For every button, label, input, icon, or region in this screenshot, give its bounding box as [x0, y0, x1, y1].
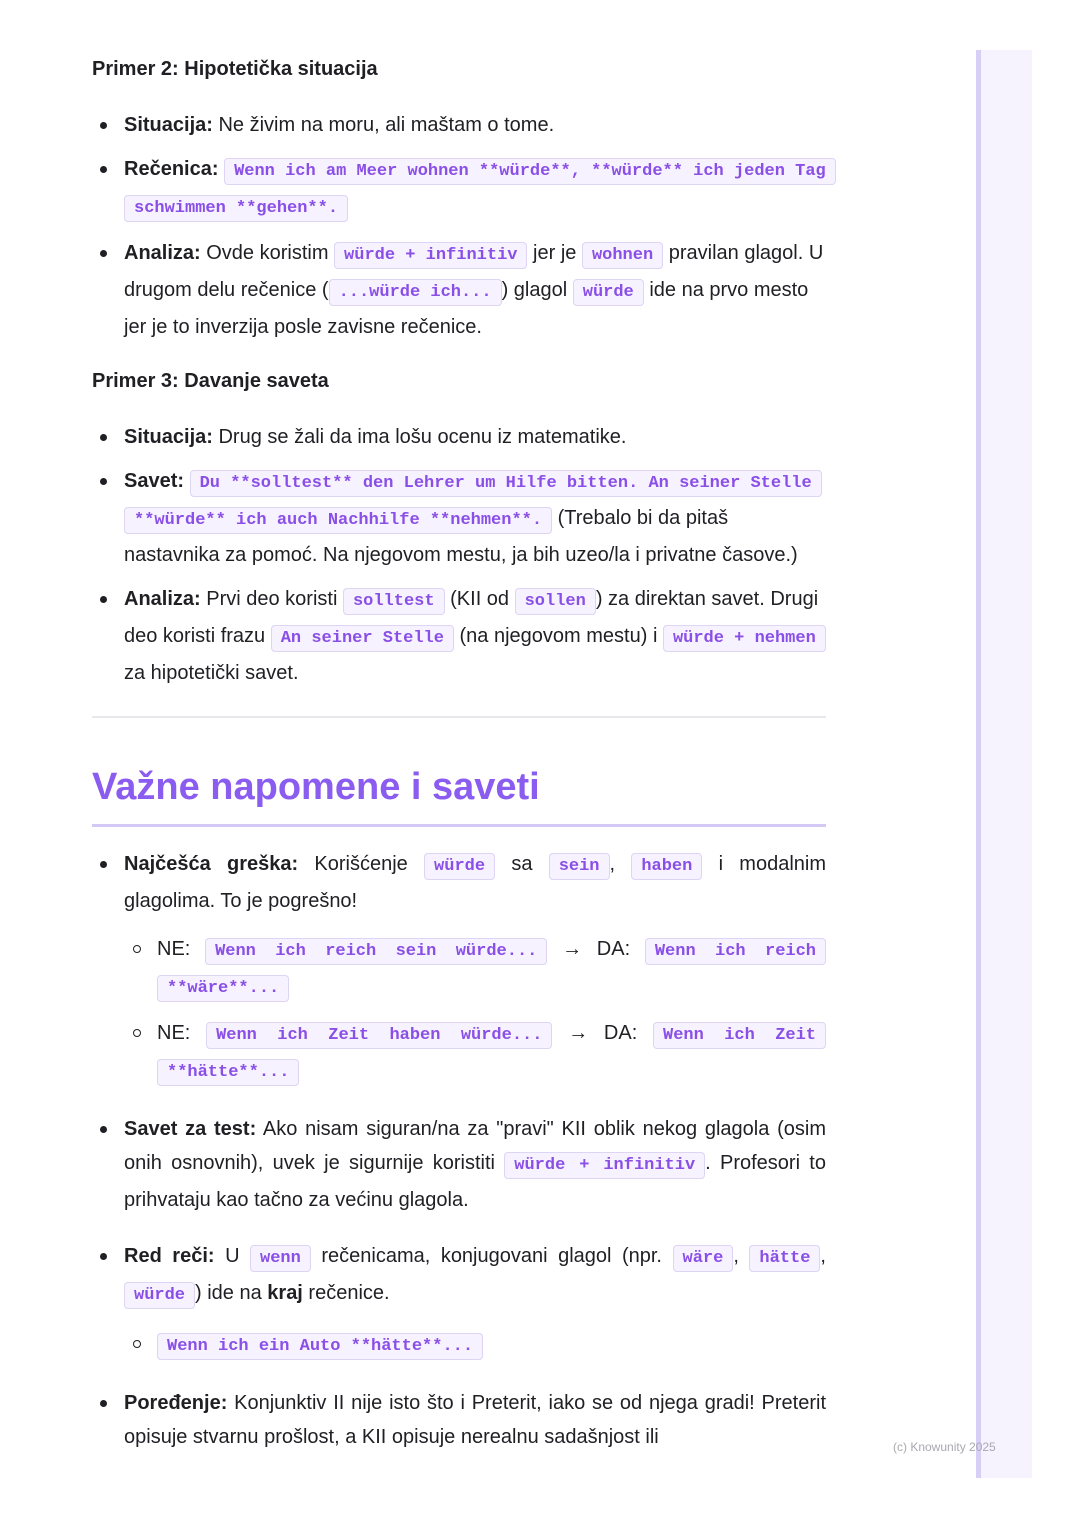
- sub-list: [124, 1327, 826, 1364]
- section-title: Važne napomene i saveti: [92, 762, 826, 827]
- inline-code: Wenn ich reich sein würde...: [205, 938, 547, 965]
- text: ) glagol: [501, 279, 573, 301]
- list-item: [124, 420, 826, 454]
- bullet-list: [92, 108, 826, 344]
- sub-item: [157, 1327, 826, 1364]
- text: ide na prvo mesto jer je to inverzija posle zavisne rečenice.: [124, 279, 809, 338]
- tip-item: [124, 1386, 826, 1454]
- inline-code: würde: [424, 853, 495, 880]
- tip-item: [124, 1239, 826, 1364]
- inline-code: Wenn ich reich **wäre**...: [157, 938, 826, 1002]
- bold-label: Najčešća greška:: [124, 853, 299, 875]
- bold-label: Poređenje:: [124, 1392, 228, 1414]
- inline-code: wäre: [673, 1245, 734, 1272]
- inline-code: würde + nehmen: [663, 625, 826, 652]
- text: za hipotetički savet.: [124, 662, 299, 684]
- bold-label: Situacija:: [124, 426, 213, 448]
- text: Drug se žali da ima lošu ocenu iz matematike.: [212, 426, 627, 448]
- bullet-list: [92, 420, 826, 690]
- text: → DA:: [552, 1022, 654, 1044]
- bold-label: Situacija:: [124, 114, 213, 136]
- copyright-footer: (c) Knowunity 2025: [893, 1440, 996, 1454]
- example-heading: Primer 3: Davanje saveta: [92, 370, 329, 392]
- page-side-panel: [976, 50, 1032, 1478]
- text: NE:: [157, 1022, 207, 1044]
- list-item: [124, 236, 826, 344]
- bold-label: Savet za test:: [124, 1118, 257, 1140]
- text: Konjunktiv II nije isto što i Preterit, iako se od njega gradi! Preterit opisuje stvarnu prošlost, a KII opisuje nerealnu sadašnjost ili: [124, 1392, 826, 1448]
- document-content: [92, 52, 826, 1476]
- inline-code: wenn: [250, 1245, 311, 1272]
- bold-label: Analiza:: [124, 588, 201, 610]
- text: → DA:: [547, 938, 645, 960]
- sub-item: [157, 932, 826, 1006]
- text: Ako nisam siguran/na za "pravi" KII oblik nekog glagola (osim onih osnovnih), uvek je sigurnije koristiti: [124, 1118, 826, 1174]
- tips-list: [92, 847, 826, 1454]
- inline-code: solltest: [343, 588, 445, 615]
- text: ,: [820, 1245, 826, 1267]
- inline-code: sollen: [515, 588, 596, 615]
- text: rečenice.: [302, 1282, 390, 1304]
- inline-code: sein: [549, 853, 610, 880]
- text: ,: [609, 853, 632, 875]
- bold-label: Rečenica:: [124, 158, 219, 180]
- text: [184, 470, 190, 492]
- inline-code: Wenn ich ein Auto **hätte**...: [157, 1333, 483, 1360]
- inline-code: würde: [573, 279, 644, 306]
- inline-code: hätte: [749, 1245, 820, 1272]
- bold-label: Savet:: [124, 470, 185, 492]
- text: jer je: [527, 242, 582, 264]
- inline-code: An seiner Stelle: [271, 625, 454, 652]
- divider: [92, 716, 826, 718]
- bold-label: kraj: [267, 1282, 303, 1304]
- list-item: [124, 152, 826, 226]
- inline-code: haben: [631, 853, 702, 880]
- sub-list: [124, 932, 826, 1090]
- inline-code: würde: [124, 1282, 195, 1309]
- text: (KII od: [444, 588, 515, 610]
- text: rečenicama, konjugovani glagol (npr.: [310, 1245, 673, 1267]
- text: Prvi deo koristi: [200, 588, 343, 610]
- inline-code: Wenn ich Zeit **hätte**...: [157, 1022, 826, 1086]
- inline-code: würde + infinitiv: [334, 242, 527, 269]
- inline-code: wohnen: [582, 242, 663, 269]
- text: Ne živim na moru, ali maštam o tome.: [212, 114, 555, 136]
- text: (Trebalo bi da pitaš nastavnika za pomoć. Na njegovom mestu, ja bih uzeo/la i privatne časove.): [124, 507, 798, 566]
- tip-item: [124, 847, 826, 1090]
- text: (na njegovom mestu) i: [453, 625, 663, 647]
- text: i modalnim glagolima. To je pogrešno!: [124, 853, 826, 912]
- inline-code: Du **solltest** den Lehrer um Hilfe bitten. An seiner Stelle **würde** ich auch Nachhilfe **nehmen**.: [124, 470, 822, 534]
- bold-label: Analiza:: [124, 242, 201, 264]
- inline-code: würde + infinitiv: [504, 1152, 705, 1179]
- text: ,: [733, 1245, 750, 1267]
- text: U: [214, 1245, 251, 1267]
- tip-item: [124, 1112, 826, 1217]
- bold-label: Red reči:: [124, 1245, 215, 1267]
- inline-code: Wenn ich am Meer wohnen **würde**, **würde** ich jeden Tag schwimmen **gehen**.: [124, 158, 836, 222]
- text: . Profesori to prihvataju kao tačno za većinu glagola.: [124, 1152, 826, 1211]
- inline-code: ...würde ich...: [329, 279, 502, 306]
- text: pravilan glagol. U drugom delu rečenice (: [124, 242, 824, 301]
- inline-code: Wenn ich Zeit haben würde...: [206, 1022, 552, 1049]
- list-item: [124, 464, 826, 572]
- list-item: [124, 108, 826, 142]
- text: Korišćenje: [298, 853, 425, 875]
- text: ) za direktan savet. Drugi deo koristi frazu: [124, 588, 819, 647]
- list-item: [124, 582, 826, 690]
- text: sa: [495, 853, 549, 875]
- text: ) ide na: [195, 1282, 268, 1304]
- text: NE:: [157, 938, 206, 960]
- sub-item: [157, 1016, 826, 1090]
- text: Ovde koristim: [200, 242, 335, 264]
- example-heading: Primer 2: Hipotetička situacija: [92, 58, 378, 80]
